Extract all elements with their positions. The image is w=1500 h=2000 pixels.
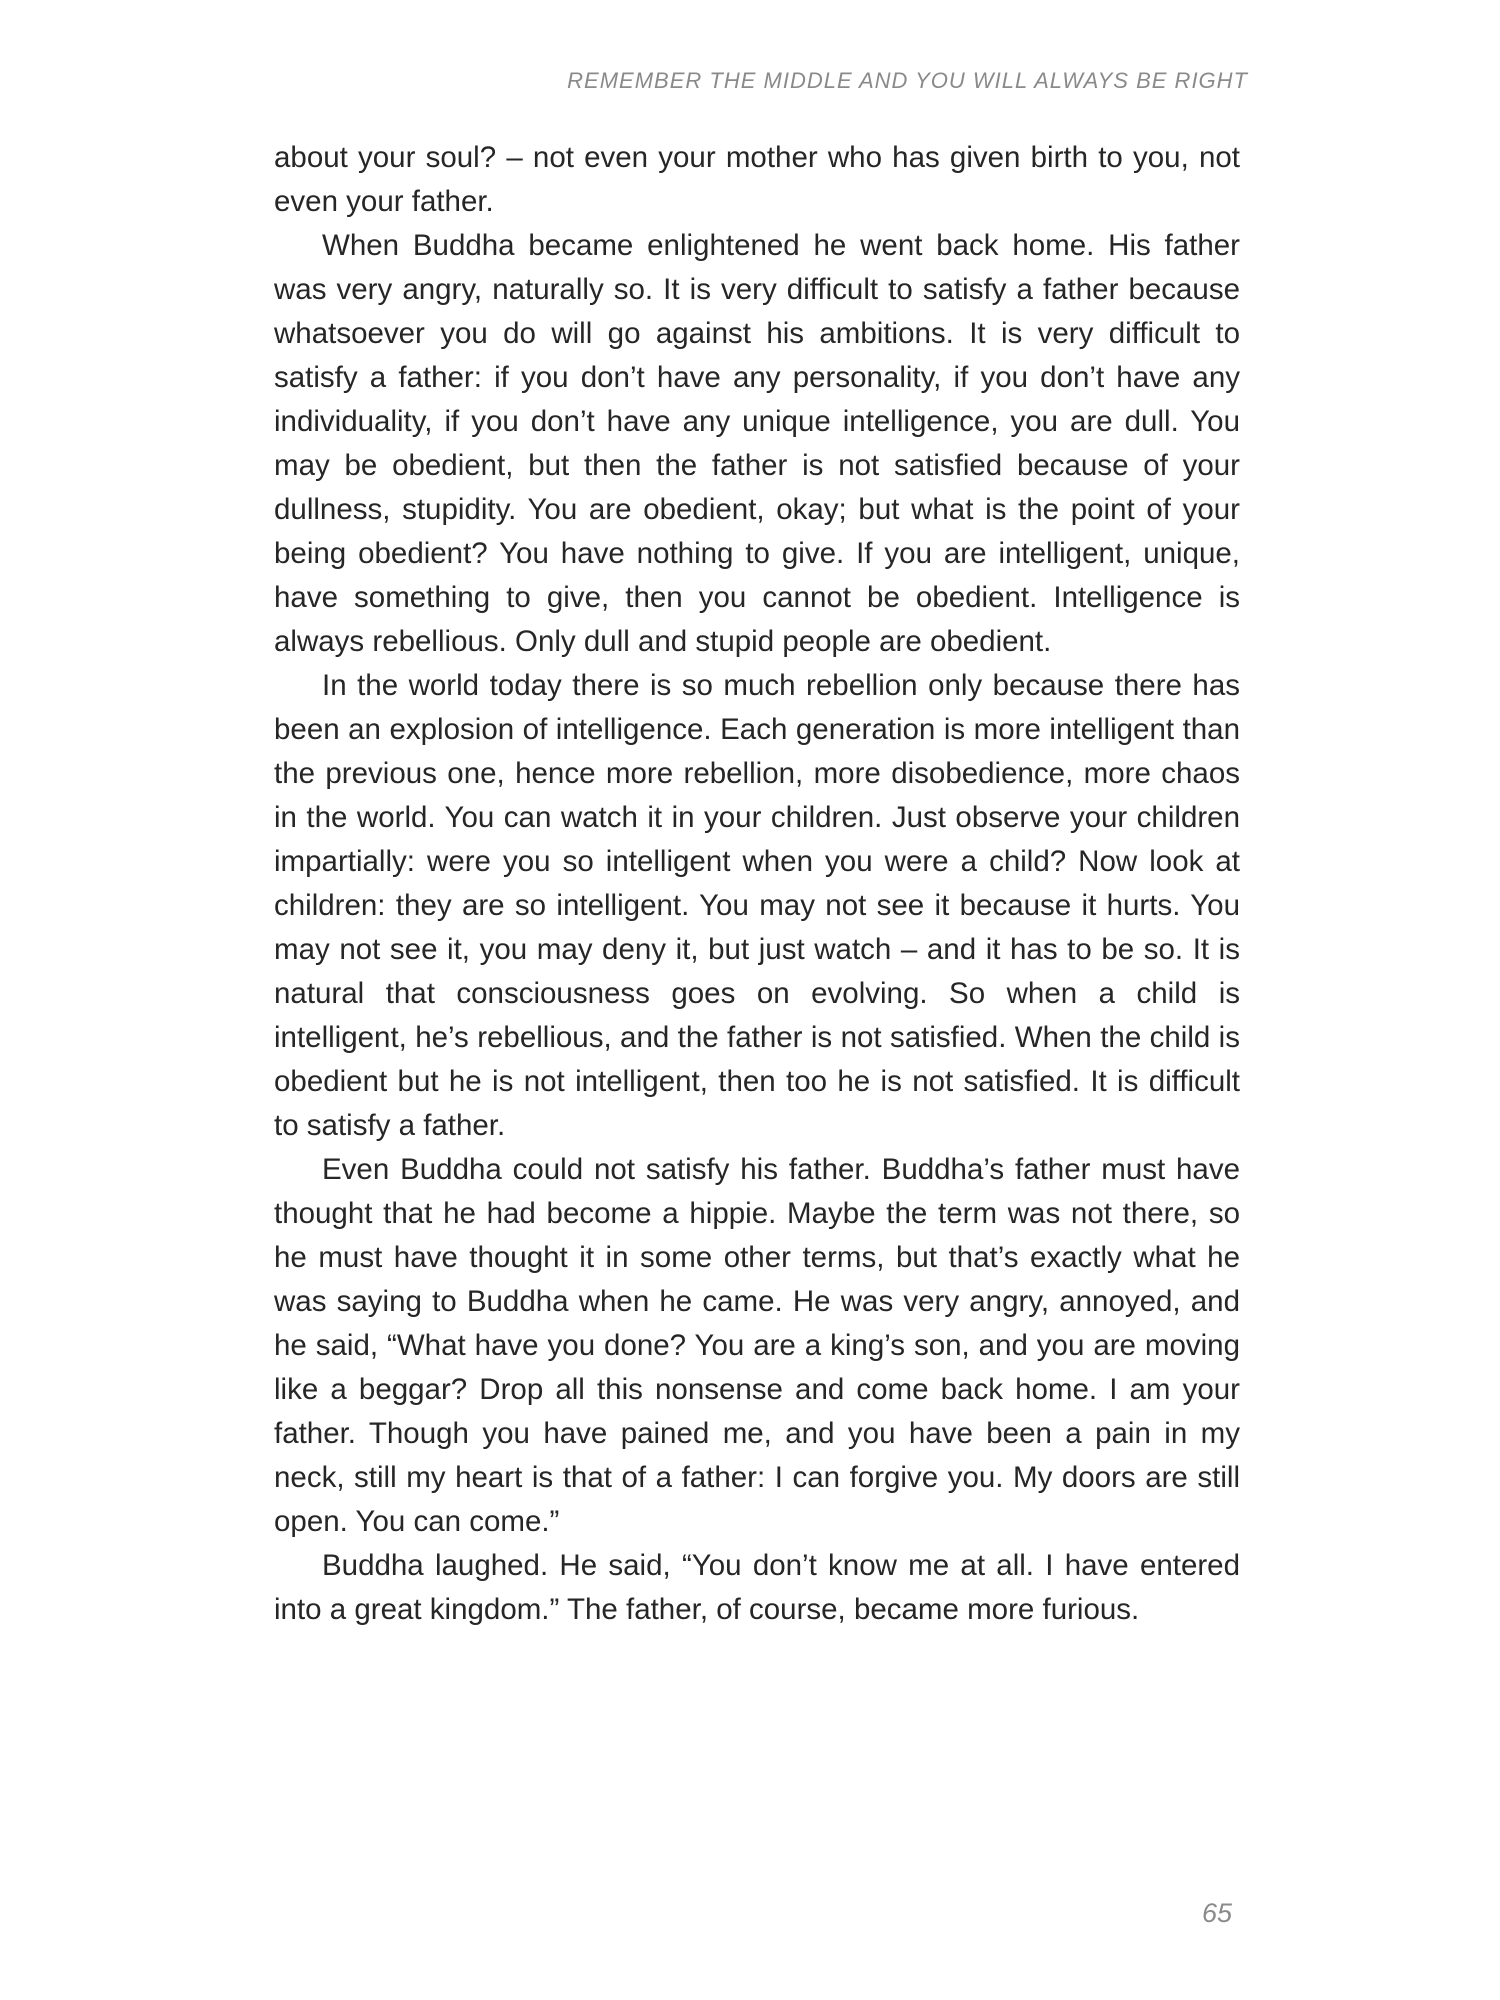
paragraph-continued: about your soul? – not even your mother who has given birth to you, not even your father.: [274, 141, 1240, 218]
page-number: 65: [1201, 1898, 1232, 1928]
paragraph: When Buddha became enlightened he went back home. His father was very angry, naturally so. It is very difficult to satisfy a father because whatsoever you do will go against his ambitions. It is very difficult to satisfy a father: if you don’t have any personality, if you don’t have any individuality, if you don’t have any unique intelligence, you are dull. You may be obedient, but then the father is not satisfied because of your dullness, stupidity. You are obedient, okay; but what is the point of your being obedient? You have nothing to give. If you are intelligent, unique, have something to give, then you cannot be obedient. Intelligence is always rebellious. Only dull and stupid people are obedient.: [274, 229, 1240, 658]
body-text: [274, 136, 1240, 1632]
paragraph: Buddha laughed. He said, “You don’t know me at all. I have entered into a great kingdom.” The father, of course, became more furious.: [274, 1549, 1240, 1626]
paragraph: Even Buddha could not satisfy his father. Buddha’s father must have thought that he had become a hippie. Maybe the term was not there, so he must have thought it in some other terms, but that’s exactly what he was saying to Buddha when he came. He was very angry, annoyed, and he said, “What have you done? You are a king’s son, and you are moving like a beggar? Drop all this nonsense and come back home. I am your father. Though you have pained me, and you have been a pain in my neck, still my heart is that of a father: I can forgive you. My doors are still open. You can come.”: [274, 1153, 1240, 1538]
paragraph: In the world today there is so much rebellion only because there has been an explosion of intelligence. Each generation is more intelligent than the previous one, hence more rebellion, more disobedience, more chaos in the world. You can watch it in your children. Just observe your children impartially: were you so intelligent when you were a child? Now look at children: they are so intelligent. You may not see it because it hurts. You may not see it, you may deny it, but just watch – and it has to be so. It is natural that consciousness goes on evolving. So when a child is intelligent, he’s rebellious, and the father is not satisfied. When the child is obedient but he is not intelligent, then too he is not satisfied. It is difficult to satisfy a father.: [274, 669, 1240, 1142]
running-header: REMEMBER THE MIDDLE AND YOU WILL ALWAYS BE RIGHT: [567, 68, 1248, 93]
